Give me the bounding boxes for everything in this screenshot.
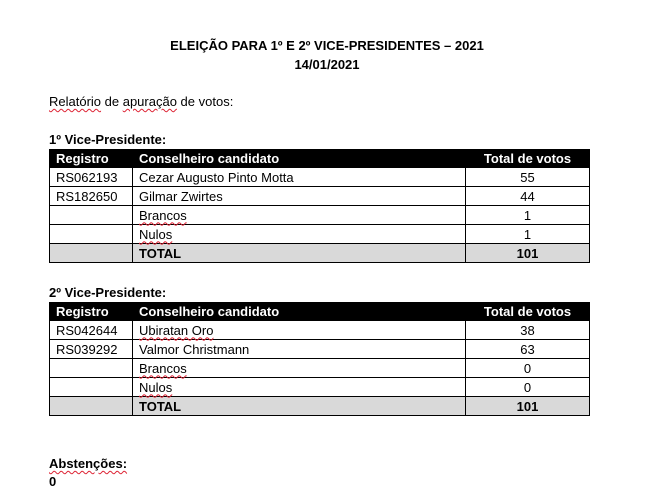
cell-empty: [50, 397, 133, 416]
cell-votos: 0: [466, 359, 590, 378]
cell-nome: [133, 206, 466, 225]
table-header-row: [50, 303, 590, 321]
table-row: [50, 206, 590, 225]
table-row: [50, 340, 590, 359]
report-intro: [49, 94, 233, 110]
cell-registro: [50, 225, 133, 244]
cell-nome: Valmor Christmann: [133, 340, 466, 359]
cell-nome: [133, 225, 466, 244]
cell-nome: [133, 378, 466, 397]
cell-votos: 44: [466, 187, 590, 206]
table-header-row: [50, 150, 590, 168]
cell-votos: 1: [466, 225, 590, 244]
cell-nome: Cezar Augusto Pinto Motta: [133, 168, 466, 187]
cell-nome-text: Nulos: [139, 379, 173, 395]
section-1-label: 1º Vice-Presidente:: [49, 132, 167, 147]
cell-nome-text: Brancos: [139, 207, 187, 223]
cell-votos: 38: [466, 321, 590, 340]
cell-nome-text: Ubiratan Oro: [139, 322, 214, 338]
intro-text-end: de votos:: [176, 94, 234, 109]
cell-nome: Gilmar Zwirtes: [133, 187, 466, 206]
document-date: 14/01/2021: [294, 57, 360, 72]
intro-text-mid: de: [101, 94, 123, 109]
cell-votos: 1: [466, 206, 590, 225]
cell-nome: [133, 359, 466, 378]
total-value: 101: [466, 244, 590, 263]
header-registro: Registro: [50, 150, 133, 168]
intro-word-relatorio: Relatório: [49, 94, 102, 109]
cell-registro: RS039292: [50, 340, 133, 359]
abstencoes-value: 0: [49, 474, 57, 489]
header-total-votos: Total de votos: [466, 303, 590, 321]
cell-empty: [50, 244, 133, 263]
total-label: TOTAL: [133, 397, 466, 416]
cell-registro: [50, 206, 133, 225]
cell-nome-text: Brancos: [139, 360, 187, 376]
table-row: [50, 378, 590, 397]
abstencoes-label: [49, 456, 127, 472]
cell-votos: 63: [466, 340, 590, 359]
table-row: [50, 225, 590, 244]
results-table-1: [49, 149, 590, 263]
cell-registro: RS042644: [50, 321, 133, 340]
header-conselheiro: Conselheiro candidato: [133, 150, 466, 168]
header-registro: Registro: [50, 303, 133, 321]
cell-registro: [50, 378, 133, 397]
cell-votos: 0: [466, 378, 590, 397]
document-title: ELEIÇÃO PARA 1º E 2º VICE-PRESIDENTES – 2021: [170, 38, 484, 53]
table-row: [50, 359, 590, 378]
abstencoes-label-text: Abstenções:: [49, 456, 128, 471]
section-2-label: 2º Vice-Presidente:: [49, 285, 167, 300]
total-label: TOTAL: [133, 244, 466, 263]
cell-registro: [50, 359, 133, 378]
total-value: 101: [466, 397, 590, 416]
results-table-2: [49, 302, 590, 416]
table-row: [50, 321, 590, 340]
intro-word-apuracao: apuração: [122, 94, 177, 109]
table-total-row: [50, 397, 590, 416]
header-conselheiro: Conselheiro candidato: [133, 303, 466, 321]
cell-registro: RS062193: [50, 168, 133, 187]
cell-nome-text: Nulos: [139, 226, 173, 242]
table-row: [50, 168, 590, 187]
cell-registro: RS182650: [50, 187, 133, 206]
cell-votos: 55: [466, 168, 590, 187]
table-row: [50, 187, 590, 206]
table-total-row: [50, 244, 590, 263]
header-total-votos: Total de votos: [466, 150, 590, 168]
cell-nome: [133, 321, 466, 340]
